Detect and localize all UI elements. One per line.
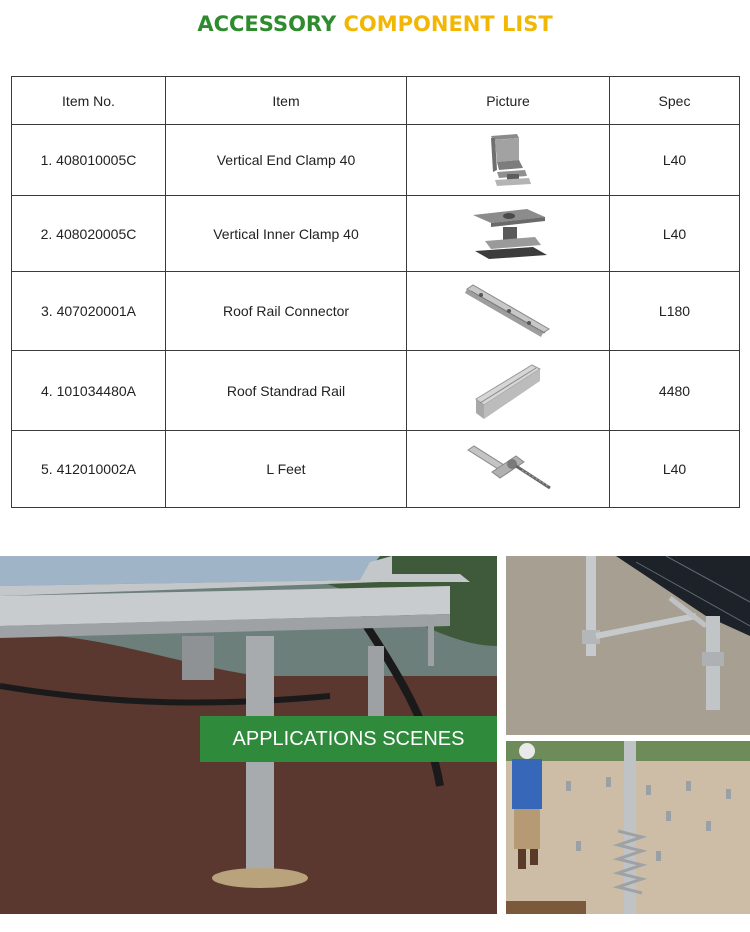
standard-rail-image <box>407 351 610 431</box>
applications-banner <box>200 716 497 762</box>
end-clamp-image <box>407 125 610 196</box>
item-name-cell: Vertical End Clamp 40 <box>166 125 407 196</box>
spec-cell: L180 <box>610 272 740 351</box>
item-no-cell: 3. 407020001A <box>12 272 166 351</box>
item-name-cell: L Feet <box>166 431 407 508</box>
spec-cell: L40 <box>610 431 740 508</box>
title-word-component-list: COMPONENT LIST <box>343 12 553 36</box>
header-item-no: Item No. <box>12 77 166 125</box>
table-row <box>12 125 740 196</box>
ground-screw-install-photo <box>506 741 750 914</box>
item-name-cell: Vertical Inner Clamp 40 <box>166 196 407 272</box>
spec-cell: 4480 <box>610 351 740 431</box>
item-name-cell: Roof Rail Connector <box>166 272 407 351</box>
table-row <box>12 351 740 431</box>
item-no-cell: 4. 101034480A <box>12 351 166 431</box>
table-header-row <box>12 77 740 125</box>
ground-mount-photo <box>506 556 750 735</box>
title-word-accessory: ACCESSORY <box>197 12 337 36</box>
item-name-cell: Roof Standrad Rail <box>166 351 407 431</box>
applications-banner-label: APPLICATIONS SCENES <box>232 728 465 750</box>
inner-clamp-image <box>407 196 610 272</box>
spec-cell: L40 <box>610 196 740 272</box>
item-no-cell: 5. 412010002A <box>12 431 166 508</box>
table-row <box>12 272 740 351</box>
rail-connector-image <box>407 272 610 351</box>
header-picture: Picture <box>407 77 610 125</box>
spec-cell: L40 <box>610 125 740 196</box>
page-title <box>0 12 750 36</box>
component-table <box>11 76 740 508</box>
table-row <box>12 431 740 508</box>
header-item: Item <box>166 77 407 125</box>
table-row <box>12 196 740 272</box>
l-feet-image <box>407 431 610 508</box>
header-spec: Spec <box>610 77 740 125</box>
item-no-cell: 2. 408020005C <box>12 196 166 272</box>
item-no-cell: 1. 408010005C <box>12 125 166 196</box>
